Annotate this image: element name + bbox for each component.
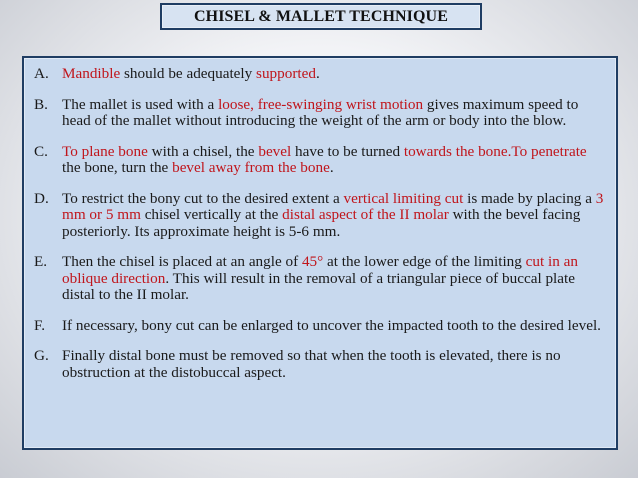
body-text: is made by placing a <box>463 189 596 207</box>
body-text: . <box>315 65 320 82</box>
body-text: Finally distal bone must be removed so that when the tooth is elevated, there is no obstruction at the distobuccal aspect. <box>62 347 561 381</box>
item-letter: D. <box>34 189 49 207</box>
list-item-d <box>34 191 606 241</box>
item-letter: B. <box>34 95 48 113</box>
body-text: gives maximum speed to head of the mallet without introducing the weight of the arm or body into the blow. <box>62 95 579 129</box>
body-text: at the lower edge of the limiting <box>323 253 526 270</box>
item-letter: F. <box>34 316 46 334</box>
list-item-b <box>34 97 606 130</box>
item-text <box>62 254 606 304</box>
item-letter: A. <box>34 65 49 82</box>
highlight-text: vertical limiting cut <box>343 189 464 207</box>
body-text: chisel vertically at the <box>140 206 283 223</box>
item-text <box>62 318 606 335</box>
highlight-text: To plane bone <box>62 142 148 160</box>
item-letter: E. <box>34 253 48 270</box>
slide-title: CHISEL & MALLET TECHNIQUE <box>194 7 448 25</box>
body-text: with a chisel, the <box>147 142 259 160</box>
body-text: the bone, turn the <box>62 159 173 176</box>
highlight-text: supported <box>256 65 316 82</box>
body-text: To restrict the bony cut to the desired extent a <box>62 189 344 207</box>
body-text: If necessary, bony cut can be enlarged to uncover the impacted tooth to the desired level. <box>62 316 601 334</box>
body-text: Then the chisel is placed at an angle of <box>62 253 302 270</box>
list-item-e <box>34 254 606 304</box>
highlight-text: cut in an oblique direction <box>62 253 578 287</box>
body-text: . <box>329 159 334 176</box>
item-text <box>62 348 606 381</box>
highlight-text: loose, free-swinging wrist motion <box>218 95 424 113</box>
item-text <box>62 191 606 241</box>
body-text: should be adequately <box>120 65 257 82</box>
item-text <box>62 66 606 83</box>
list-item-g <box>34 348 606 381</box>
highlight-text: bevel away from the bone <box>172 159 330 176</box>
highlight-text: bevel <box>258 142 292 160</box>
body-text: . This will result in the removal of a triangular piece of buccal plate distal to the II molar. <box>62 269 575 303</box>
item-letter: G. <box>34 347 49 364</box>
list-item-a <box>34 66 606 83</box>
body-text: with the bevel facing posteriorly. Its approximate height is 5-6 mm. <box>62 206 581 240</box>
item-text <box>62 97 606 130</box>
highlight-text: Mandible <box>62 65 121 82</box>
body-text: have to be turned <box>291 142 404 160</box>
highlight-text: 3 mm or 5 mm <box>62 189 604 223</box>
list-item-c <box>34 144 606 177</box>
highlight-text: towards the bone.To penetrate <box>403 142 587 160</box>
list-item-f <box>34 318 606 335</box>
body-text: The mallet is used with a <box>62 95 219 113</box>
slide-title-box <box>160 3 482 30</box>
item-text <box>62 144 606 177</box>
highlight-text: 45° <box>301 253 324 270</box>
highlight-text: distal aspect of the II molar <box>282 206 449 223</box>
item-letter: C. <box>34 142 48 160</box>
content-box <box>22 56 618 450</box>
